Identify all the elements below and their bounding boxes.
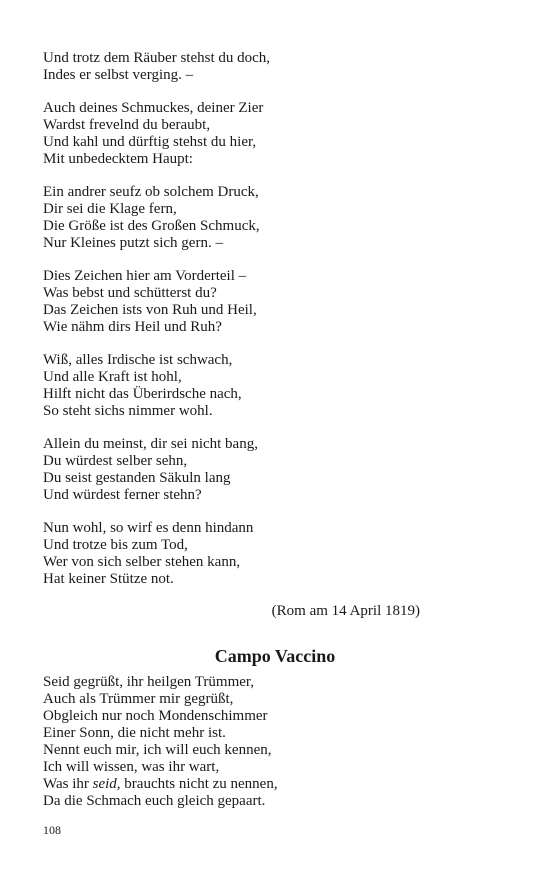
verse-line: Wie nähm dirs Heil und Ruh? <box>43 319 222 335</box>
verse-line: Einer Sonn, die nicht mehr ist. <box>43 725 226 741</box>
verse-line: Ich will wissen, was ihr wart, <box>43 759 220 775</box>
verse-line: Und würdest ferner stehn? <box>43 487 202 503</box>
verse-line: Da die Schmach euch gleich gepaart. <box>43 793 266 809</box>
verse-line: Und alle Kraft ist hohl, <box>43 369 182 385</box>
verse-line: Dies Zeichen hier am Vorderteil – <box>43 268 247 284</box>
verse-line: Ein andrer seufz ob solchem Druck, <box>43 184 259 200</box>
verse-line <box>43 776 513 793</box>
verse-text: brauchts nicht zu nennen, <box>120 776 278 792</box>
verse-line: Nun wohl, so wirf es denn hindann <box>43 520 254 536</box>
verse-line: Indes er selbst verging. – <box>43 67 194 83</box>
verse-line: Und trotze bis zum Tod, <box>43 537 188 553</box>
stanza <box>43 50 513 84</box>
verse-line: Nur Kleines putzt sich gern. – <box>43 235 223 251</box>
poem-body-campo-vaccino <box>43 674 513 810</box>
verse-line: Auch deines Schmuckes, deiner Zier <box>43 100 264 116</box>
verse-line: Du würdest selber sehn, <box>43 453 188 469</box>
verse-line: Wardst frevelnd du beraubt, <box>43 117 211 133</box>
verse-line: Das Zeichen ists von Ruh und Heil, <box>43 302 257 318</box>
emphasized-word: seid, <box>92 776 121 792</box>
verse-line: Hat keiner Stütze not. <box>43 571 174 587</box>
stanza <box>43 184 513 252</box>
verse-line: Nennt euch mir, ich will euch kennen, <box>43 742 272 758</box>
stanza <box>43 352 513 420</box>
verse-line: Allein du meinst, dir sei nicht bang, <box>43 436 258 452</box>
poem-title: Campo Vaccino <box>214 646 336 666</box>
stanza <box>43 520 513 588</box>
page-number: 108 <box>43 823 61 837</box>
verse-line: Dir sei die Klage fern, <box>43 201 177 217</box>
stanza <box>43 100 513 168</box>
verse-line: Mit unbedecktem Haupt: <box>43 151 193 167</box>
stanza <box>43 436 513 504</box>
verse-line: Die Größe ist des Großen Schmuck, <box>43 218 260 234</box>
verse-line: Auch als Trümmer mir gegrüßt, <box>43 691 234 707</box>
verse-line: Und kahl und dürftig stehst du hier, <box>43 134 257 150</box>
verse-line: Wiß, alles Irdische ist schwach, <box>43 352 233 368</box>
verse-line: So steht sichs nimmer wohl. <box>43 403 213 419</box>
verse-line: Hilft nicht das Überirdsche nach, <box>43 386 242 402</box>
poem-body <box>43 50 513 604</box>
verse-line: Was bebst und schütterst du? <box>43 285 217 301</box>
verse-line: Seid gegrüßt, ihr heilgen Trümmer, <box>43 674 255 690</box>
verse-line: Wer von sich selber stehen kann, <box>43 554 241 570</box>
verse-line: Du seist gestanden Säkuln lang <box>43 470 231 486</box>
stanza <box>43 268 513 336</box>
poem-dateline: (Rom am 14 April 1819) <box>271 603 420 619</box>
verse-text: Was ihr <box>43 776 93 792</box>
verse-line: Und trotz dem Räuber stehst du doch, <box>43 50 271 66</box>
verse-line: Obgleich nur noch Mondenschimmer <box>43 708 268 724</box>
